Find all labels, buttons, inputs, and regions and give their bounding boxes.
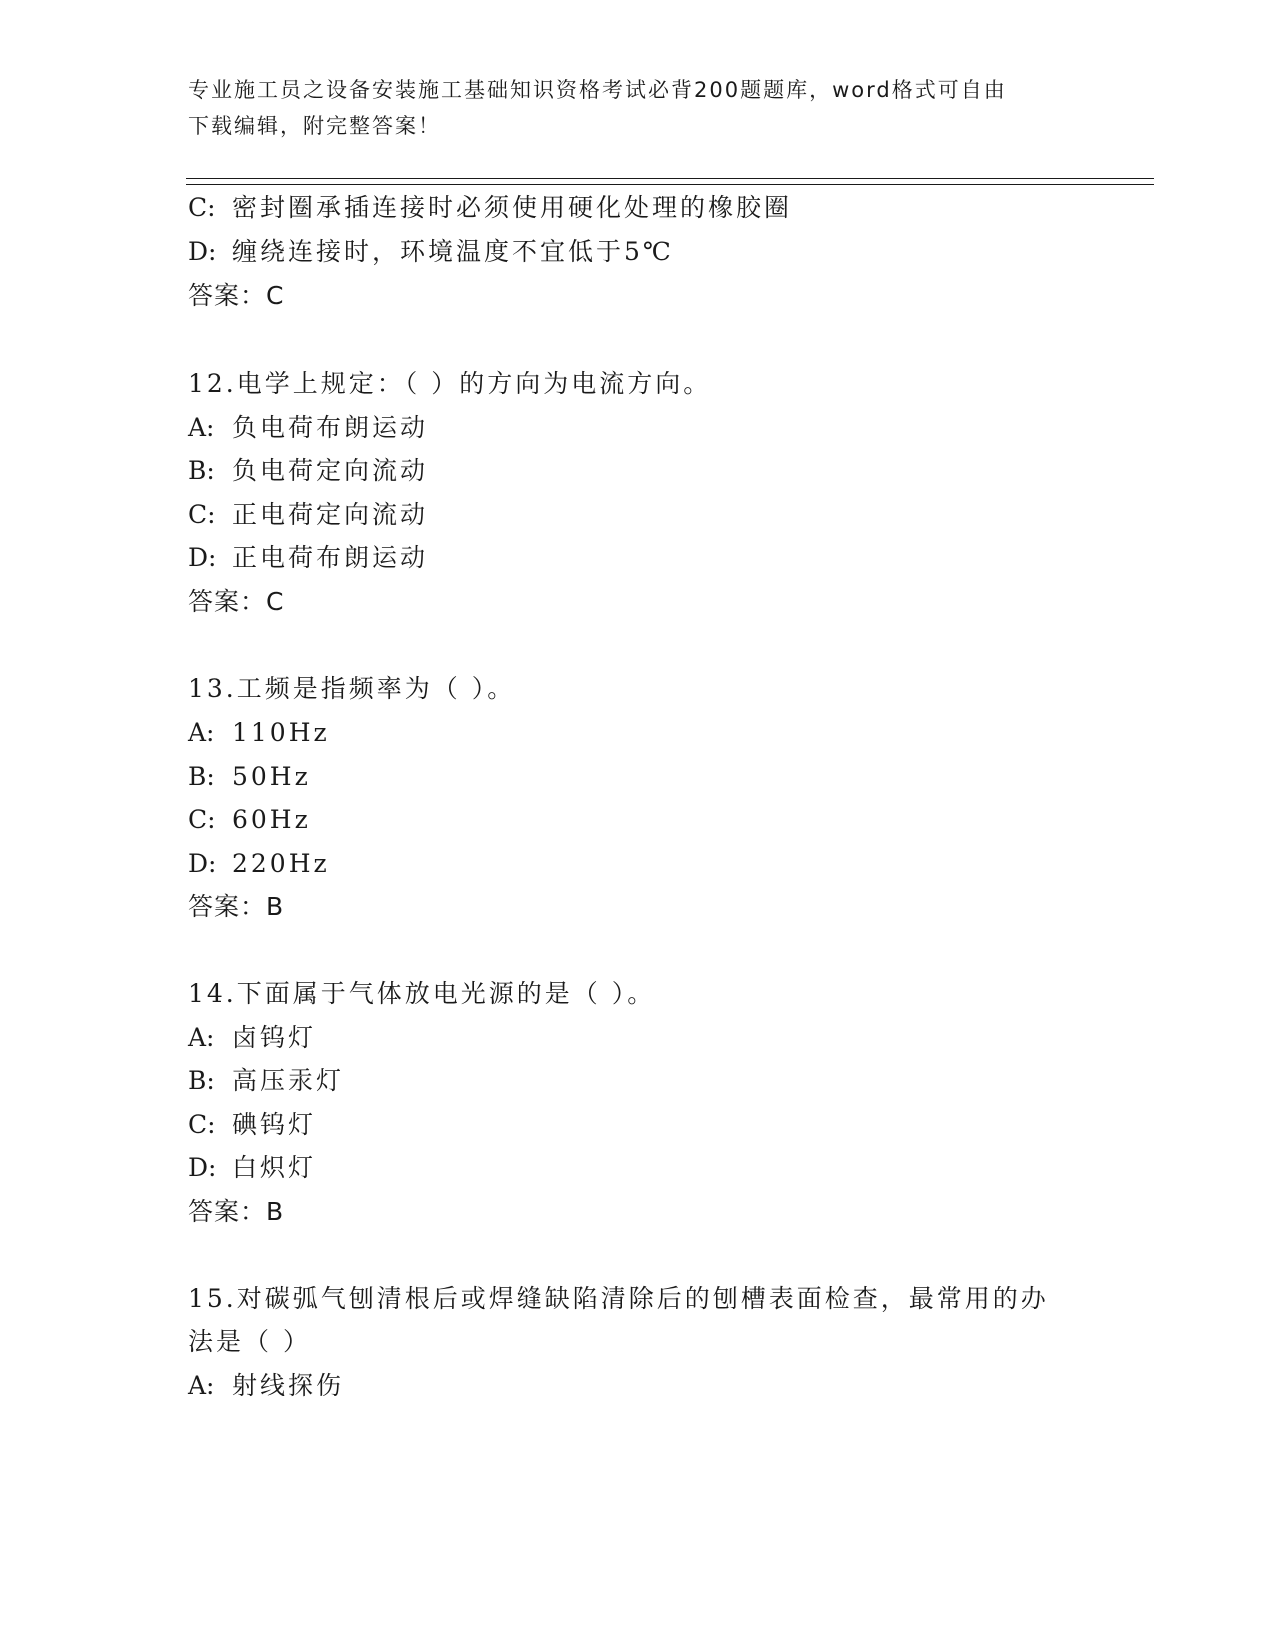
q14-option-d bbox=[188, 1152, 316, 1184]
option-text: 220Hz bbox=[232, 849, 330, 878]
q14-option-a bbox=[188, 1022, 316, 1054]
option-text: 负电荷定向流动 bbox=[232, 456, 429, 485]
q15-stem-line-1: 15.对碳弧气刨清根后或焊缝缺陷清除后的刨槽表面检查，最常用的办 bbox=[188, 1284, 1049, 1313]
q13-option-a bbox=[188, 717, 330, 749]
q13-option-d bbox=[188, 848, 330, 880]
header-line-1: 专业施工员之设备安装施工基础知识资格考试必背200题题库，word格式可自由 bbox=[188, 78, 1007, 102]
q14-stem: 14.下面属于气体放电光源的是（ ）。 bbox=[188, 979, 656, 1008]
option-text: 碘钨灯 bbox=[232, 1110, 317, 1139]
option-text: 50Hz bbox=[232, 762, 311, 791]
option-label: A: bbox=[188, 718, 215, 747]
q11-option-c bbox=[188, 192, 792, 224]
option-text: 110Hz bbox=[232, 718, 330, 747]
header-divider-bottom bbox=[186, 184, 1154, 185]
option-label: C: bbox=[188, 1110, 216, 1139]
q12-option-c bbox=[188, 499, 428, 531]
header-line-2: 下载编辑，附完整答案！ bbox=[188, 114, 441, 138]
option-text: 缠绕连接时，环境温度不宜低于5℃ bbox=[232, 237, 674, 266]
option-label: B: bbox=[188, 1066, 215, 1095]
q13-stem: 13.工频是指频率为（ ）。 bbox=[188, 674, 516, 703]
option-label: C: bbox=[188, 500, 216, 529]
option-label: A: bbox=[188, 1371, 215, 1400]
q14-option-c bbox=[188, 1109, 316, 1141]
q12-option-b bbox=[188, 455, 428, 487]
q15-option-a bbox=[188, 1370, 344, 1402]
option-text: 密封圈承插连接时必须使用硬化处理的橡胶圈 bbox=[232, 193, 793, 222]
q13-option-c bbox=[188, 804, 311, 836]
option-text: 正电荷布朗运动 bbox=[232, 543, 429, 572]
option-text: 60Hz bbox=[232, 805, 311, 834]
option-label: D: bbox=[188, 1153, 217, 1182]
option-text: 高压汞灯 bbox=[232, 1066, 345, 1095]
q14-option-b bbox=[188, 1065, 344, 1097]
q13-option-b bbox=[188, 761, 311, 793]
option-label: B: bbox=[188, 762, 215, 791]
option-text: 射线探伤 bbox=[232, 1371, 345, 1400]
q11-answer: 答案：C bbox=[188, 281, 285, 310]
q15-stem-line-2: 法是（ ） bbox=[188, 1327, 311, 1356]
q12-answer: 答案：C bbox=[188, 587, 285, 616]
document-header bbox=[188, 72, 1088, 144]
header-divider-top bbox=[186, 178, 1154, 179]
option-label: A: bbox=[188, 1023, 215, 1052]
option-label: B: bbox=[188, 456, 215, 485]
q11-option-d bbox=[188, 236, 674, 268]
option-text: 卤钨灯 bbox=[232, 1023, 317, 1052]
q14-answer: 答案：B bbox=[188, 1197, 285, 1226]
option-text: 负电荷布朗运动 bbox=[232, 413, 429, 442]
option-text: 正电荷定向流动 bbox=[232, 500, 429, 529]
q12-stem: 12.电学上规定：（ ）的方向为电流方向。 bbox=[188, 369, 712, 398]
q13-answer: 答案：B bbox=[188, 892, 285, 921]
option-text: 白炽灯 bbox=[232, 1153, 317, 1182]
option-label: A: bbox=[188, 413, 215, 442]
q12-option-d bbox=[188, 542, 428, 574]
option-label: C: bbox=[188, 193, 216, 222]
option-label: D: bbox=[188, 237, 217, 266]
option-label: D: bbox=[188, 849, 217, 878]
q12-option-a bbox=[188, 412, 428, 444]
option-label: C: bbox=[188, 805, 216, 834]
option-label: D: bbox=[188, 543, 217, 572]
